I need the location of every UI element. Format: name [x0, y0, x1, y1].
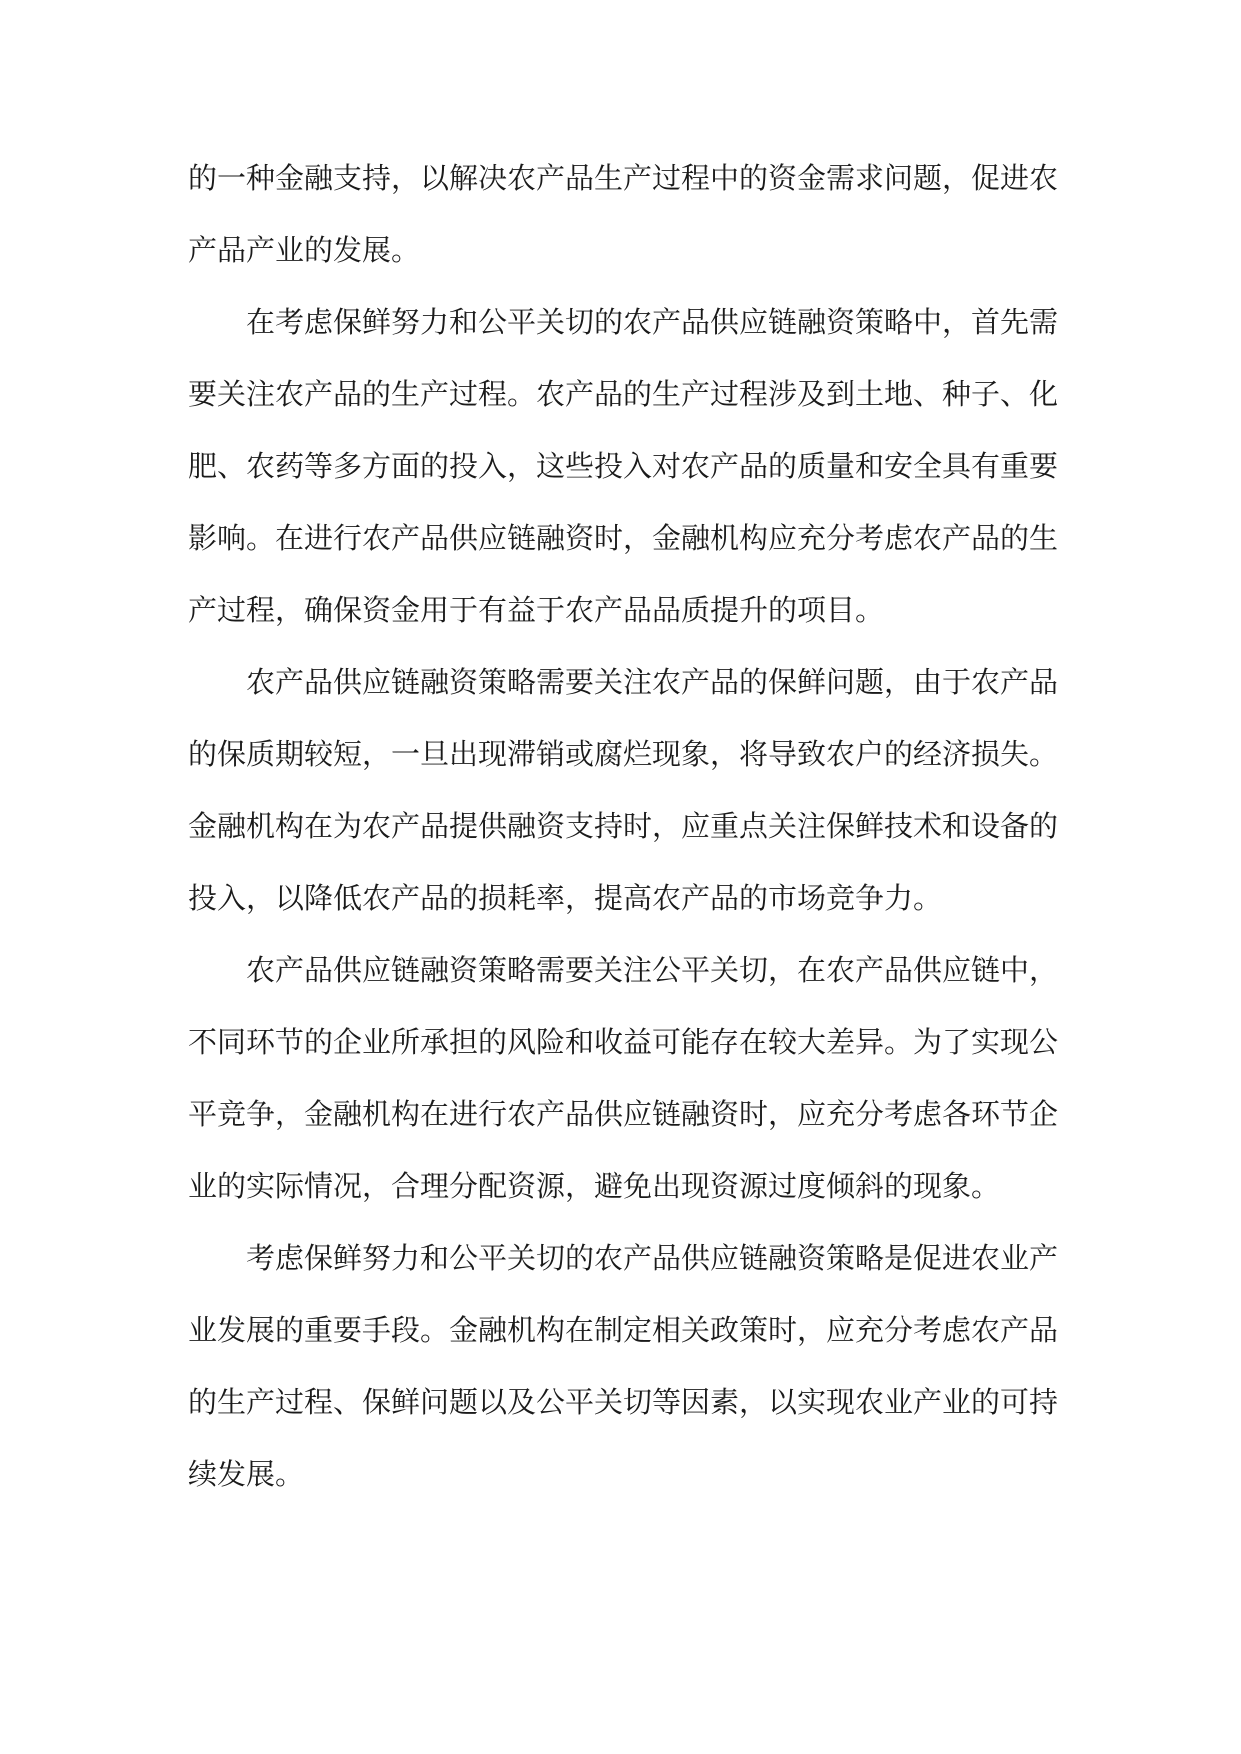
body-text	[188, 142, 1058, 1510]
paragraph-freshness: 农产品供应链融资策略需要关注农产品的保鲜问题，由于农产品的保质期较短，一旦出现滞销或腐烂现象，将导致农户的经济损失。金融机构在为农产品提供融资支持时，应重点关注保鲜技术和设备的投入，以降低农产品的损耗率，提高农产品的市场竞争力。	[188, 665, 1059, 915]
paragraph-continued-financing: 的一种金融支持，以解决农产品生产过程中的资金需求问题，促进农产品产业的发展。	[188, 161, 1059, 267]
paragraph-conclusion: 考虑保鲜努力和公平关切的农产品供应链融资策略是促进农业产业发展的重要手段。金融机构在制定相关政策时，应充分考虑农产品的生产过程、保鲜问题以及公平关切等因素，以实现农业产业的可持续发展。	[188, 1241, 1059, 1491]
paragraph-fairness: 农产品供应链融资策略需要关注公平关切，在农产品供应链中，不同环节的企业所承担的风险和收益可能存在较大差异。为了实现公平竞争，金融机构在进行农产品供应链融资时，应充分考虑各环节企业的实际情况，合理分配资源，避免出现资源过度倾斜的现象。	[188, 953, 1059, 1203]
paragraph-production-process: 在考虑保鲜努力和公平关切的农产品供应链融资策略中，首先需要关注农产品的生产过程。农产品的生产过程涉及到土地、种子、化肥、农药等多方面的投入，这些投入对农产品的质量和安全具有重要影响。在进行农产品供应链融资时，金融机构应充分考虑农产品的生产过程，确保资金用于有益于农产品品质提升的项目。	[188, 305, 1059, 627]
